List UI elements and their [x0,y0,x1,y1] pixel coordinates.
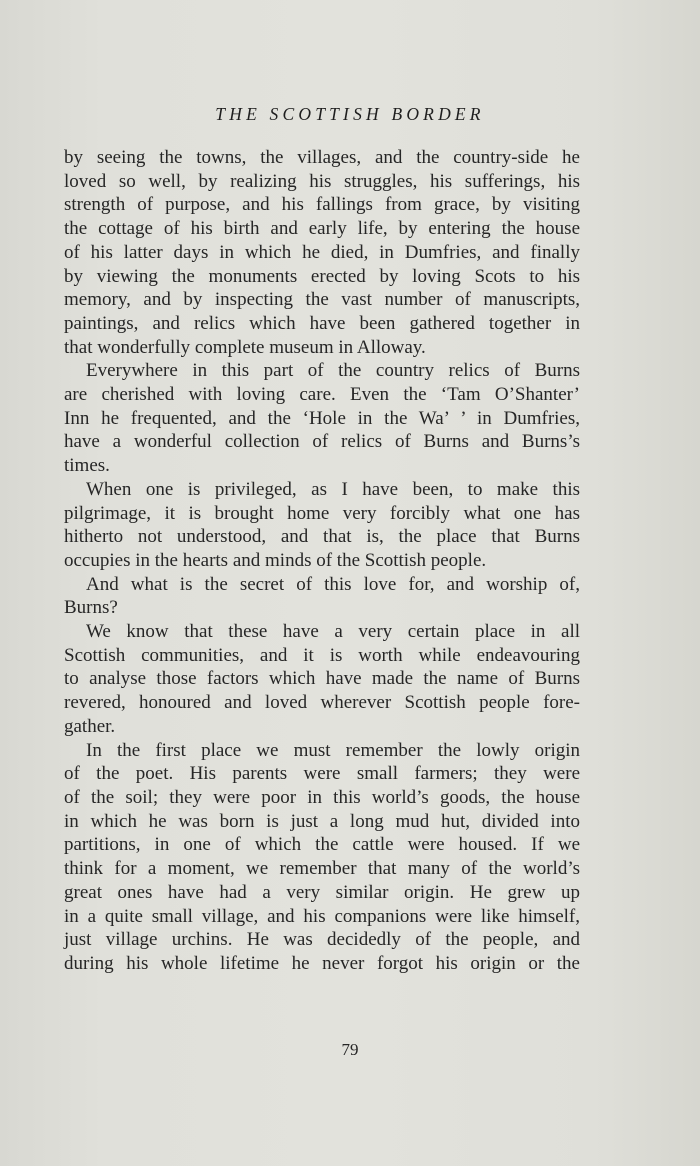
body-text [64,146,580,976]
text-line: And what is the secret of this love for, and worship of, [86,573,580,595]
text-line: strength of purpose, and his fallings from grace, by visiting [64,194,580,216]
text-line: hitherto not understood, and that is, the place that Burns [64,526,580,548]
text-line: that wonderfully complete museum in Alloway. [64,336,426,358]
text-line: In the first place we must remember the lowly origin [86,739,580,761]
text-line: revered, honoured and loved wherever Scottish people fore- [64,692,580,714]
text-line: paintings, and relics which have been gathered together in [64,312,580,334]
running-head: THE SCOTTISH BORDER [215,104,485,124]
text-line: We know that these have a very certain place in all [86,621,580,643]
text-line: gather. [64,715,116,737]
page-number: 79 [341,1040,359,1059]
text-line: Everywhere in this part of the country relics of Burns [86,360,580,382]
text-line: are cherished with loving care. Even the ‘Tam O’Shanter’ [64,384,580,406]
text-line: the cottage of his birth and early life, by entering the house [64,218,580,240]
text-line: have a wonderful collection of relics of Burns and Burns’s [64,431,580,453]
paragraph [64,573,580,620]
text-line: of the soil; they were poor in this world’s goods, the house [64,786,580,808]
text-line: think for a moment, we remember that many of the world’s [64,858,580,880]
text-line: in which he was born is just a long mud hut, divided into [64,810,580,832]
text-line: partitions, in one of which the cattle were housed. If we [64,834,580,856]
text-line: of his latter days in which he died, in Dumfries, and finally [64,241,580,263]
text-line: When one is privileged, as I have been, to make this [86,478,580,500]
paragraph [64,478,580,573]
text-line: of the poet. His parents were small farmers; they were [64,763,580,785]
text-line: to analyse those factors which have made the name of Burns [64,668,580,690]
text-line: just village urchins. He was decidedly of the people, and [64,929,580,951]
text-line: by viewing the monuments erected by loving Scots to his [64,265,580,287]
text-line: Scottish communities, and it is worth while endeavouring [64,644,580,666]
paragraph [64,620,580,739]
text-line: memory, and by inspecting the vast number of manuscripts, [64,289,580,311]
text-line: occupies in the hearts and minds of the Scottish people. [64,549,487,571]
text-line: Inn he frequented, and the ‘Hole in the Wa’ ’ in Dumfries, [64,407,580,429]
text-line: in a quite small village, and his companions were like himself, [64,905,580,927]
paragraph [64,739,580,976]
text-line: times. [64,455,110,477]
paragraph [64,359,580,478]
text-line: during his whole lifetime he never forgot his origin or the [64,952,580,974]
text-line: loved so well, by realizing his struggles, his sufferings, his [64,170,580,192]
paragraph [64,146,580,359]
text-line: pilgrimage, it is brought home very forcibly what one has [64,502,580,524]
text-line: great ones have had a very similar origin. He grew up [64,881,580,903]
text-line: Burns? [64,597,118,619]
text-line: by seeing the towns, the villages, and the country-side he [64,147,580,168]
